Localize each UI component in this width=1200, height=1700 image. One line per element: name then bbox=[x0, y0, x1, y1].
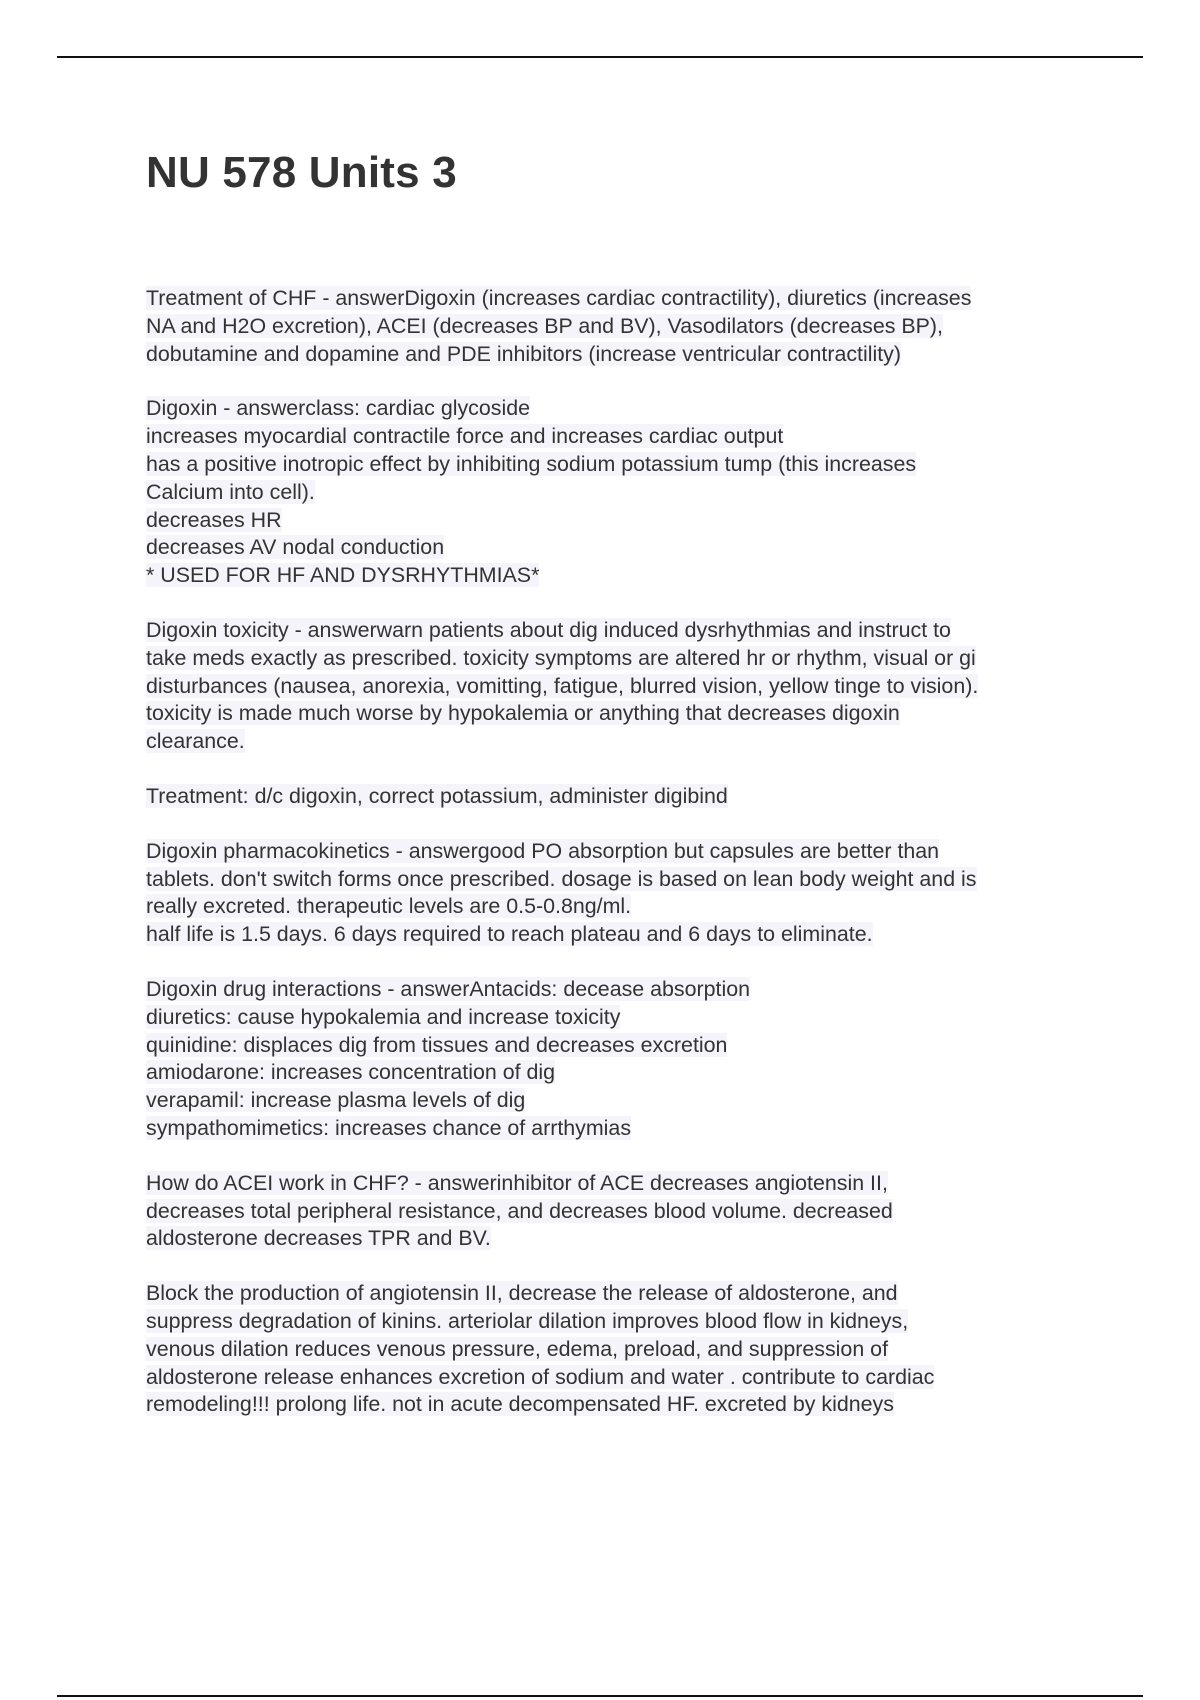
text-line-content: really excreted. therapeutic levels are 0.5-0.8ng/ml. bbox=[146, 894, 632, 919]
text-line bbox=[146, 479, 1106, 507]
text-line-content: sympathomimetics: increases chance of arrthymias bbox=[146, 1115, 632, 1140]
text-line bbox=[146, 1032, 1106, 1060]
text-line-content: toxicity is made much worse by hypokalemia or anything that decreases digoxin bbox=[146, 701, 900, 726]
text-line bbox=[146, 507, 1106, 535]
text-line bbox=[146, 1280, 1106, 1308]
text-line-content: verapamil: increase plasma levels of dig bbox=[146, 1088, 526, 1113]
text-line-content: disturbances (nausea, anorexia, vomitting, fatigue, blurred vision, yellow tinge to vision). bbox=[146, 673, 979, 698]
text-line bbox=[146, 341, 1106, 369]
text-line bbox=[146, 1198, 1106, 1226]
text-line bbox=[146, 1059, 1106, 1087]
text-line bbox=[146, 866, 1106, 894]
text-line-content: * USED FOR HF AND DYSRHYTHMIAS* bbox=[146, 563, 540, 588]
text-line bbox=[146, 1336, 1106, 1364]
text-block bbox=[146, 285, 1106, 368]
text-line-content: Digoxin pharmacokinetics - answergood PO absorption but capsules are better than bbox=[146, 838, 940, 863]
text-line bbox=[146, 783, 1106, 811]
text-line bbox=[146, 1115, 1106, 1143]
text-block bbox=[146, 1280, 1106, 1419]
top-rule bbox=[57, 56, 1143, 58]
text-line-content: increases myocardial contractile force and increases cardiac output bbox=[146, 424, 784, 449]
text-line-content: take meds exactly as prescribed. toxicity symptoms are altered hr or rhythm, visual or gi bbox=[146, 645, 976, 670]
text-block bbox=[146, 838, 1106, 949]
text-line bbox=[146, 838, 1106, 866]
text-line bbox=[146, 1391, 1106, 1419]
text-line bbox=[146, 395, 1106, 423]
text-line bbox=[146, 313, 1106, 341]
text-line-content: Block the production of angiotensin II, decrease the release of aldosterone, and bbox=[146, 1281, 898, 1306]
text-line-content: dobutamine and dopamine and PDE inhibitors (increase ventricular contractility) bbox=[146, 341, 902, 366]
text-line bbox=[146, 451, 1106, 479]
text-block bbox=[146, 976, 1106, 1143]
text-line-content: venous dilation reduces venous pressure, edema, preload, and suppression of bbox=[146, 1336, 889, 1361]
text-line-content: decreases AV nodal conduction bbox=[146, 535, 445, 560]
text-line bbox=[146, 1364, 1106, 1392]
text-line-content: aldosterone decreases TPR and BV. bbox=[146, 1226, 491, 1251]
text-line bbox=[146, 617, 1106, 645]
text-block bbox=[146, 395, 1106, 590]
page-title: NU 578 Units 3 bbox=[146, 148, 457, 197]
text-line bbox=[146, 1087, 1106, 1115]
text-block bbox=[146, 617, 1106, 756]
text-line bbox=[146, 893, 1106, 921]
text-block bbox=[146, 783, 1106, 811]
text-line-content: Calcium into cell). bbox=[146, 479, 315, 504]
text-line-content: remodeling!!! prolong life. not in acute decompensated HF. excreted by kidneys bbox=[146, 1392, 894, 1417]
text-line-content: Digoxin - answerclass: cardiac glycoside bbox=[146, 396, 530, 421]
text-line-content: How do ACEI work in CHF? - answerinhibitor of ACE decreases angiotensin II, bbox=[146, 1170, 888, 1195]
text-line bbox=[146, 673, 1106, 701]
text-line bbox=[146, 976, 1106, 1004]
text-line bbox=[146, 645, 1106, 673]
text-line-content: quinidine: displaces dig from tissues and decreases excretion bbox=[146, 1032, 728, 1057]
text-line bbox=[146, 1004, 1106, 1032]
text-line-content: decreases HR bbox=[146, 507, 282, 532]
text-line bbox=[146, 1308, 1106, 1336]
text-block bbox=[146, 1170, 1106, 1253]
text-line bbox=[146, 534, 1106, 562]
text-line-content: Digoxin drug interactions - answerAntacids: decease absorption bbox=[146, 976, 751, 1001]
text-line-content: Digoxin toxicity - answerwarn patients about dig induced dysrhythmias and instruct to bbox=[146, 617, 951, 642]
bottom-rule bbox=[57, 1695, 1143, 1697]
document-body bbox=[146, 285, 1106, 1446]
text-line-content: aldosterone release enhances excretion of sodium and water . contribute to cardiac bbox=[146, 1364, 935, 1389]
text-line-content: decreases total peripheral resistance, and decreases blood volume. decreased bbox=[146, 1198, 893, 1223]
text-line-content: Treatment of CHF - answerDigoxin (increases cardiac contractility), diuretics (increases bbox=[146, 286, 972, 310]
text-line-content: has a positive inotropic effect by inhibiting sodium potassium tump (this increases bbox=[146, 451, 917, 476]
text-line-content: Treatment: d/c digoxin, correct potassium, administer digibind bbox=[146, 783, 728, 808]
text-line-content: tablets. don't switch forms once prescribed. dosage is based on lean body weight and is bbox=[146, 866, 977, 891]
text-line bbox=[146, 1170, 1106, 1198]
text-line bbox=[146, 285, 1106, 313]
text-line bbox=[146, 921, 1106, 949]
text-line bbox=[146, 423, 1106, 451]
text-line-content: NA and H2O excretion), ACEI (decreases BP and BV), Vasodilators (decreases BP), bbox=[146, 313, 943, 338]
text-line-content: amiodarone: increases concentration of dig bbox=[146, 1060, 556, 1085]
text-line-content: suppress degradation of kinins. arteriolar dilation improves blood flow in kidneys, bbox=[146, 1308, 909, 1333]
text-line bbox=[146, 700, 1106, 728]
text-line-content: clearance. bbox=[146, 729, 245, 754]
text-line bbox=[146, 562, 1106, 590]
text-line bbox=[146, 1225, 1106, 1253]
text-line-content: half life is 1.5 days. 6 days required to reach plateau and 6 days to eliminate. bbox=[146, 922, 873, 947]
text-line bbox=[146, 728, 1106, 756]
text-line-content: diuretics: cause hypokalemia and increase toxicity bbox=[146, 1004, 621, 1029]
